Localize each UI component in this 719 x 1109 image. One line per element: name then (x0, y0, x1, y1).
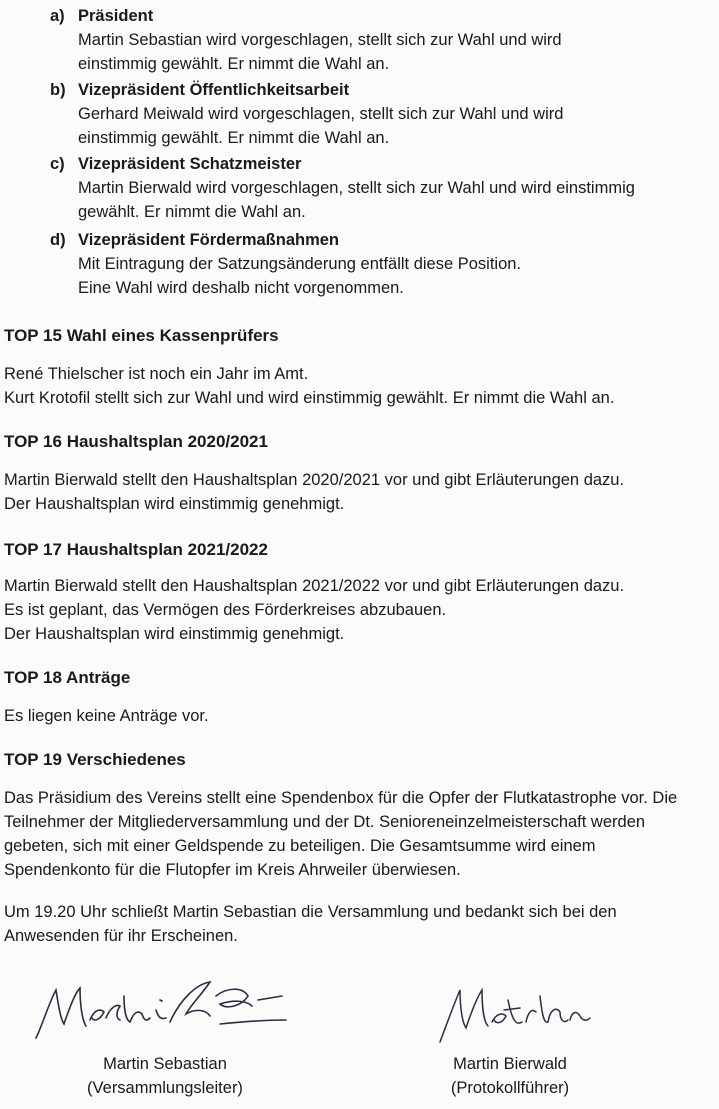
item-text-line: Martin Sebastian wird vorgeschlagen, stellt sich zur Wahl und wird (78, 31, 562, 49)
item-text-line: Mit Eintragung der Satzungsänderung entfällt diese Position. (78, 255, 522, 273)
text-line: Anwesenden für ihr Erscheinen. (4, 927, 238, 945)
item-title: Präsident (78, 7, 154, 25)
signatory-role: (Versammlungsleiter) (87, 1079, 243, 1097)
section-heading-top16: TOP 16 Haushaltsplan 2020/2021 (4, 432, 268, 451)
section-text-top16 (4, 468, 716, 516)
section-heading-top15: TOP 15 Wahl eines Kassenprüfers (4, 326, 279, 345)
text-line: Teilnehmer der Mitgliederversammlung und der Dt. Senioreneinzelmeisterschaft werden (4, 813, 646, 831)
text-line: Um 19.20 Uhr schließt Martin Sebastian die Versammlung und bedankt sich bei den (4, 903, 617, 921)
signature-block-secretary (400, 960, 620, 1100)
item-text-line: gewählt. Er nimmt die Wahl an. (78, 203, 306, 221)
signatory-name: Martin Bierwald (453, 1055, 567, 1073)
election-item-vp-public-relations (50, 78, 715, 150)
handwritten-signature-image (20, 960, 310, 1052)
list-marker: c) (50, 155, 65, 173)
item-text-line: einstimmig gewählt. Er nimmt die Wahl an. (78, 55, 390, 73)
item-text-line: einstimmig gewählt. Er nimmt die Wahl an. (78, 129, 390, 147)
handwritten-signature-image (400, 960, 620, 1052)
text-line: Kurt Krotofil stellt sich zur Wahl und wird einstimmig gewählt. Er nimmt die Wahl an. (4, 389, 615, 407)
text-line: Martin Bierwald stellt den Haushaltsplan 2021/2022 vor und gibt Erläuterungen dazu. (4, 577, 625, 595)
signature-block-chair (20, 960, 310, 1100)
item-title: Vizepräsident Schatzmeister (78, 155, 302, 173)
election-item-vp-funding (50, 228, 715, 300)
text-line: Martin Bierwald stellt den Haushaltsplan 2020/2021 vor und gibt Erläuterungen dazu. (4, 471, 625, 489)
item-title: Vizepräsident Öffentlichkeitsarbeit (78, 81, 350, 99)
text-line: Das Präsidium des Vereins stellt eine Spendenbox für die Opfer der Flutkatastrophe vor. Die (4, 789, 678, 807)
text-line: Spendenkonto für die Flutopfer im Kreis Ahrweiler überwiesen. (4, 861, 461, 879)
closing-text (4, 900, 716, 948)
signatory-role: (Protokollführer) (450, 1079, 570, 1097)
list-marker: a) (50, 7, 65, 25)
item-text-line: Martin Bierwald wird vorgeschlagen, stellt sich zur Wahl und wird einstimmig (78, 179, 635, 197)
text-line: gebeten, sich mit einer Geldspende zu beteiligen. Die Gesamtsumme wird einem (4, 837, 596, 855)
election-item-president (50, 4, 715, 76)
item-text-line: Eine Wahl wird deshalb nicht vorgenommen. (78, 279, 404, 297)
section-heading-top19: TOP 19 Verschiedenes (4, 750, 186, 769)
section-text-top19 (4, 786, 716, 882)
text-line: Der Haushaltsplan wird einstimmig genehmigt. (4, 625, 345, 643)
list-marker: d) (50, 231, 66, 249)
election-item-vp-treasurer (50, 152, 715, 224)
signatory-name: Martin Sebastian (103, 1055, 227, 1073)
text-line: Es ist geplant, das Vermögen des Förderkreises abzubauen. (4, 601, 447, 619)
item-text-line: Gerhard Meiwald wird vorgeschlagen, stellt sich zur Wahl und wird (78, 105, 564, 123)
text-line: René Thielscher ist noch ein Jahr im Amt. (4, 365, 309, 383)
section-text-top15 (4, 362, 716, 410)
list-marker: b) (50, 81, 66, 99)
section-text-top18 (4, 704, 716, 728)
section-heading-top17: TOP 17 Haushaltsplan 2021/2022 (4, 540, 268, 559)
item-title: Vizepräsident Fördermaßnahmen (78, 231, 340, 249)
section-text-top17 (4, 574, 716, 646)
text-line: Es liegen keine Anträge vor. (4, 707, 209, 725)
text-line: Der Haushaltsplan wird einstimmig genehmigt. (4, 495, 345, 513)
section-heading-top18: TOP 18 Anträge (4, 668, 131, 687)
